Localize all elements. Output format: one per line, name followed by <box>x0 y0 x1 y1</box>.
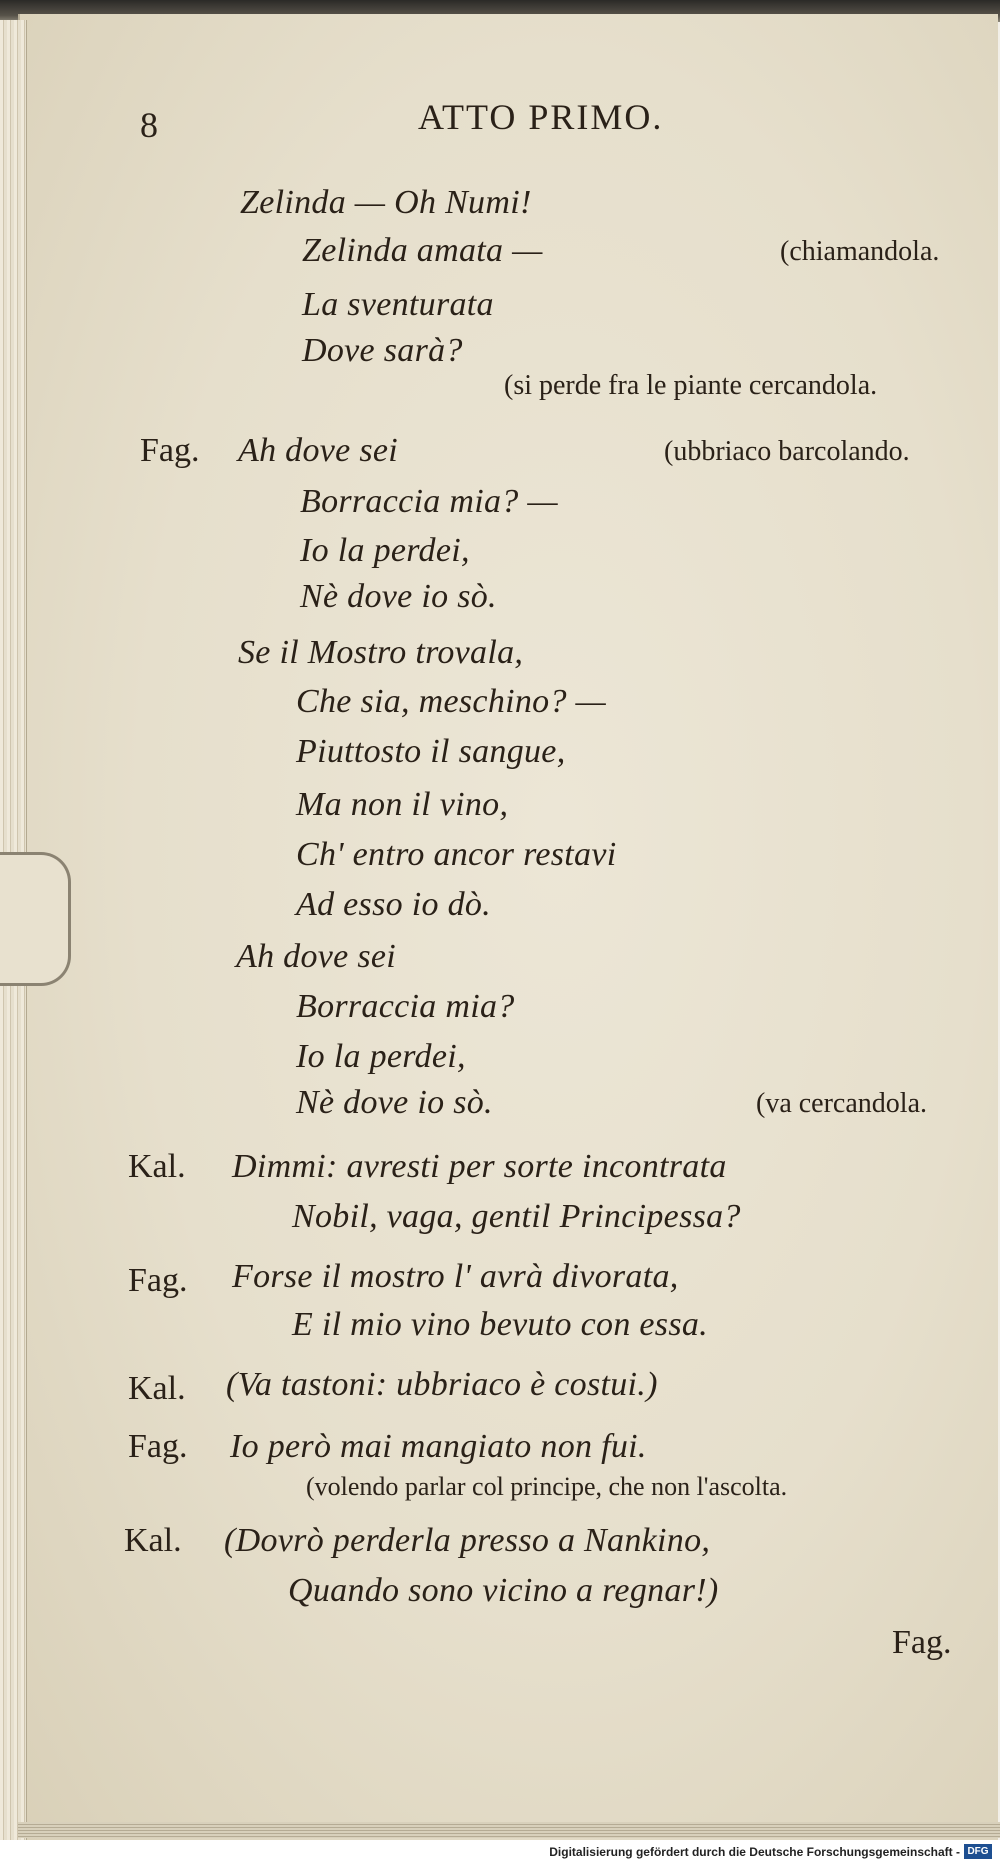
bookmark-tab <box>0 852 71 986</box>
verse-line: Dove sarà? <box>302 332 463 369</box>
verse-line: Ad esso io dò. <box>296 886 491 923</box>
stage-direction: (ubbriaco barcolando. <box>664 436 910 467</box>
footer-credit: Digitalisierung gefördert durch die Deutsche Forschungsgemeinschaft - <box>549 1845 960 1859</box>
verse-line: Nè dove io sò. <box>296 1084 493 1121</box>
verse-line: Nè dove io sò. <box>300 578 497 615</box>
verse-line: Nobil, vaga, gentil Principessa? <box>292 1198 741 1235</box>
speaker-label: Kal. <box>124 1522 182 1559</box>
stage-direction: (volendo parlar col principe, che non l'ascolta. <box>306 1472 788 1501</box>
verse-line: Borraccia mia? — <box>300 483 558 520</box>
verse-line: Ah dove sei <box>238 432 399 469</box>
running-title: ATTO PRIMO. <box>418 97 664 137</box>
verse-line: Se il Mostro trovala, <box>238 634 524 671</box>
stage-direction: (si perde fra le piante cercandola. <box>504 370 878 401</box>
verse-line: Zelinda — Oh Numi! <box>240 184 532 221</box>
speaker-label: Fag. <box>140 432 200 469</box>
speaker-label: Kal. <box>128 1148 186 1185</box>
dfg-logo-icon: DFG <box>964 1844 992 1859</box>
verse-line: Zelinda amata — <box>302 232 543 269</box>
stage-direction: (va cercandola. <box>756 1088 927 1119</box>
verse-line: (Dovrò perderla presso a Nankino, <box>224 1522 711 1559</box>
stage-direction: (chiamandola. <box>780 236 940 267</box>
verse-line: Ma non il vino, <box>296 786 509 823</box>
speaker-label: Fag. <box>128 1428 188 1465</box>
verse-line: Forse il mostro l' avrà divorata, <box>232 1258 679 1295</box>
verse-line: Io la perdei, <box>296 1038 466 1075</box>
verse-line: Piuttosto il sangue, <box>296 733 566 770</box>
verse-line: (Va tastoni: ubbriaco è costui.) <box>226 1366 658 1403</box>
verse-line: Che sia, meschino? — <box>296 683 607 720</box>
verse-line: Quando sono vicino a regnar!) <box>288 1572 719 1609</box>
verse-line: La sventurata <box>302 286 494 323</box>
page-bottom-edge <box>18 1822 1000 1838</box>
book-page <box>18 14 998 1840</box>
catchword: Fag. <box>892 1624 952 1661</box>
verse-line: E il mio vino bevuto con essa. <box>292 1306 708 1343</box>
verse-line: Ah dove sei <box>236 938 397 975</box>
verse-line: Ch' entro ancor restavi <box>296 836 617 873</box>
verse-line: Dimmi: avresti per sorte incontrata <box>232 1148 727 1185</box>
verse-line: Io la perdei, <box>300 532 470 569</box>
speaker-label: Fag. <box>128 1262 188 1299</box>
verse-line: Borraccia mia? <box>296 988 515 1025</box>
verse-line: Io però mai mangiato non fui. <box>230 1428 647 1465</box>
page-number: 8 <box>140 105 160 145</box>
speaker-label: Kal. <box>128 1370 186 1407</box>
